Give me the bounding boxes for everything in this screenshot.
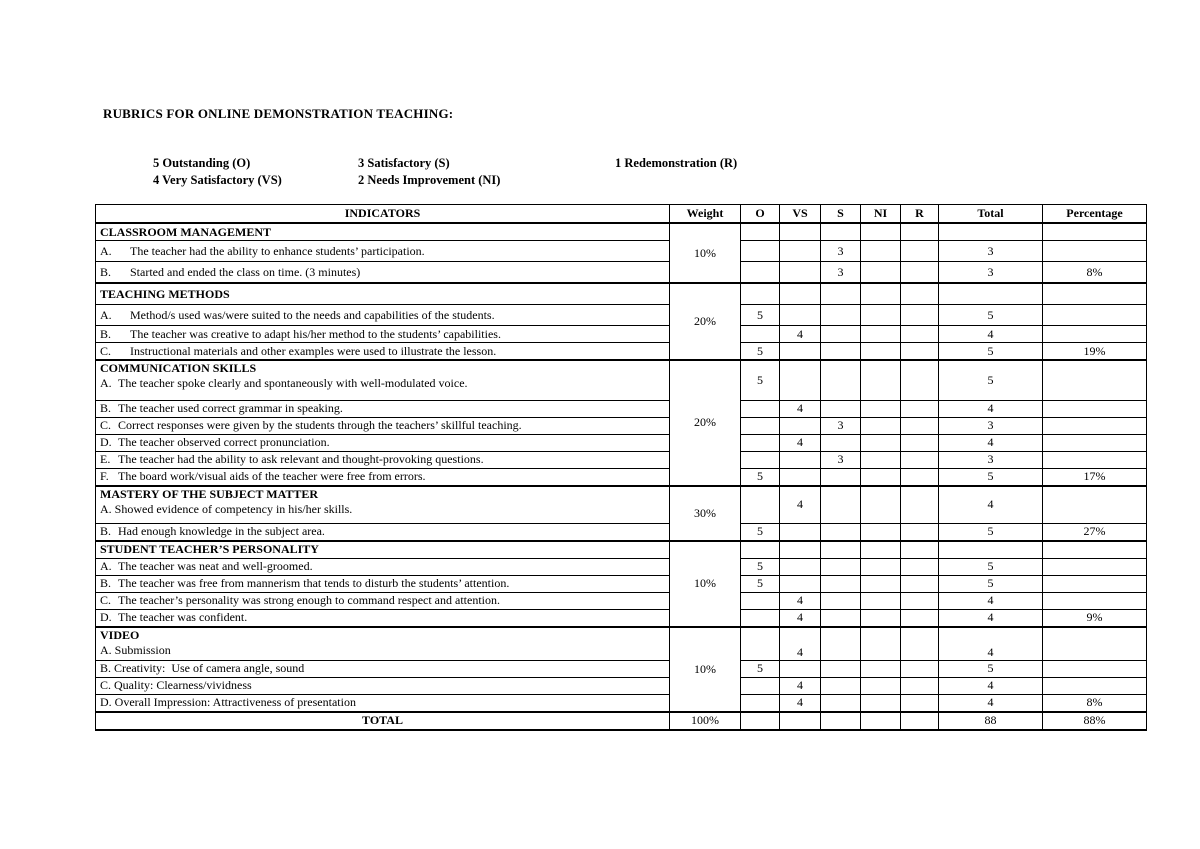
score-cell [780,558,821,575]
score-cell [780,360,821,400]
legend-outstanding: 5 Outstanding (O) [153,156,251,170]
score-cell [939,283,1043,305]
score-cell [861,609,901,627]
score-cell [780,541,821,559]
table-row [96,558,1147,575]
score-cell [741,451,780,468]
score-cell [780,451,821,468]
score-cell [780,523,821,541]
score-cell [821,592,861,609]
table-row [96,451,1147,468]
legend-col-2 [358,155,500,189]
table-row [96,434,1147,451]
legend-col-1 [153,155,282,189]
total-cell: 5 [939,523,1043,541]
total-cell: 5 [939,575,1043,592]
indicator-cell: C. The teacher’s personality was strong enough to command respect and attention. [96,592,670,609]
table-row [96,575,1147,592]
grand-percentage: 88% [1043,712,1147,730]
total-cell: 3 [939,241,1043,262]
table-row [96,694,1147,712]
percentage-cell: 8% [1043,694,1147,712]
rubric-table [95,204,1147,731]
table-row [96,360,1147,400]
score-cell [861,417,901,434]
score-cell [780,343,821,361]
score-cell: 4 [780,486,821,524]
score-cell [741,627,780,661]
score-cell [821,523,861,541]
legend-satisfactory: 3 Satisfactory (S) [358,156,450,170]
score-cell [939,541,1043,559]
section-title: VIDEO [100,627,140,642]
score-cell [821,627,861,661]
score-cell [861,326,901,343]
score-cell [1043,677,1147,694]
header-indicators: INDICATORS [96,205,670,224]
score-cell: 5 [741,558,780,575]
score-cell [821,305,861,326]
score-cell [821,343,861,361]
score-cell [780,283,821,305]
total-cell: 4 [939,592,1043,609]
score-cell [861,627,901,661]
total-cell: 4 [939,326,1043,343]
total-cell: 3 [939,417,1043,434]
score-cell [901,660,939,677]
score-cell [861,575,901,592]
score-cell [901,592,939,609]
total-cell: 4 [939,609,1043,627]
score-cell [861,558,901,575]
score-cell [861,451,901,468]
indicator-cell: B. The teacher used correct grammar in speaking. [96,400,670,417]
score-cell: 5 [741,468,780,486]
indicator-cell: B. Started and ended the class on time. (3 minutes) [96,262,670,284]
indicator-cell: C. Correct responses were given by the students through the teachers’ skillful teaching. [96,417,670,434]
score-cell [821,694,861,712]
score-cell [741,262,780,284]
score-cell: 4 [780,694,821,712]
score-cell [901,541,939,559]
score-cell [821,712,861,730]
score-cell [1043,592,1147,609]
total-cell: 4 [939,627,1043,661]
score-cell [901,627,939,661]
indicator-cell: COMMUNICATION SKILLS A. The teacher spoke clearly and spontaneously with well-modulated voice. [96,360,670,400]
score-cell [741,694,780,712]
score-cell [741,712,780,730]
score-cell [821,400,861,417]
legend-col-3 [615,155,737,172]
table-row [96,343,1147,361]
score-cell [821,326,861,343]
score-cell [861,241,901,262]
score-cell: 4 [780,400,821,417]
score-cell [1043,575,1147,592]
score-cell: 5 [741,360,780,400]
total-row [96,712,1147,730]
score-cell [1043,360,1147,400]
score-cell [901,677,939,694]
header-s: S [821,205,861,224]
score-cell [741,417,780,434]
percentage-cell: 17% [1043,468,1147,486]
total-cell: 3 [939,262,1043,284]
score-cell [901,262,939,284]
score-cell [861,677,901,694]
score-cell [861,343,901,361]
score-cell [741,434,780,451]
percentage-cell: 19% [1043,343,1147,361]
header-row [96,205,1147,224]
score-cell [821,468,861,486]
score-cell [821,434,861,451]
score-cell [780,468,821,486]
table-row [96,326,1147,343]
score-cell [1043,558,1147,575]
score-cell [1043,451,1147,468]
indicator-cell: MASTERY OF THE SUBJECT MATTER A. Showed evidence of competency in his/her skills. [96,486,670,524]
score-cell [780,241,821,262]
indicator-cell: D. The teacher was confident. [96,609,670,627]
score-cell: 3 [821,417,861,434]
weight-cell: 10% [670,627,741,712]
score-cell [901,283,939,305]
indicator-cell: B. The teacher was free from mannerism that tends to disturb the students’ attention. [96,575,670,592]
score-cell: 5 [741,305,780,326]
indicator-cell: B. The teacher was creative to adapt his/her method to the students’ capabilities. [96,326,670,343]
table-row [96,486,1147,524]
score-cell: 5 [741,343,780,361]
table-row [96,241,1147,262]
table-row [96,400,1147,417]
percentage-cell: 8% [1043,262,1147,284]
score-cell [861,541,901,559]
total-cell: 4 [939,694,1043,712]
score-cell [861,223,901,241]
section-title: COMMUNICATION SKILLS [100,361,257,375]
section-title: STUDENT TEACHER’S PERSONALITY [96,541,670,559]
header-weight: Weight [670,205,741,224]
score-cell [861,434,901,451]
score-cell [821,575,861,592]
score-cell: 5 [741,523,780,541]
weight-cell: 10% [670,223,741,283]
indicator-cell: A. The teacher had the ability to enhance students’ participation. [96,241,670,262]
score-cell [861,592,901,609]
total-cell: 5 [939,360,1043,400]
weight-cell: 20% [670,283,741,360]
score-cell [1043,241,1147,262]
score-cell [741,592,780,609]
total-cell: 4 [939,400,1043,417]
score-cell [901,241,939,262]
indicator-cell: A. Method/s used was/were suited to the needs and capabilities of the students. [96,305,670,326]
score-cell [741,486,780,524]
section-title: CLASSROOM MANAGEMENT [96,223,670,241]
score-cell [741,541,780,559]
score-cell [901,694,939,712]
table-row [96,523,1147,541]
total-label: TOTAL [96,712,670,730]
header-total: Total [939,205,1043,224]
table-row [96,417,1147,434]
section-row [96,541,1147,559]
score-cell [861,468,901,486]
table-row [96,592,1147,609]
score-cell [861,486,901,524]
indicator-cell: VIDEO A. Submission [96,627,670,661]
score-cell [901,451,939,468]
score-cell [780,262,821,284]
score-cell [939,223,1043,241]
score-cell [901,417,939,434]
score-cell [901,558,939,575]
score-cell: 4 [780,592,821,609]
score-cell [780,305,821,326]
percentage-cell: 9% [1043,609,1147,627]
score-cell [780,712,821,730]
indicator-cell: C. Quality: Clearness/vividness [96,677,670,694]
score-cell [1043,223,1147,241]
total-cell: 5 [939,468,1043,486]
score-cell [861,660,901,677]
score-cell [821,660,861,677]
percentage-cell: 27% [1043,523,1147,541]
score-cell: 4 [780,627,821,661]
score-cell [741,326,780,343]
score-cell [821,486,861,524]
total-cell: 4 [939,677,1043,694]
table-row [96,627,1147,661]
section-title: TEACHING METHODS [96,283,670,305]
score-cell: 5 [741,660,780,677]
section-row [96,223,1147,241]
score-cell [821,223,861,241]
total-cell: 5 [939,305,1043,326]
total-cell: 4 [939,486,1043,524]
score-cell [741,677,780,694]
score-cell [901,360,939,400]
weight-cell: 30% [670,486,741,541]
score-cell [780,223,821,241]
score-cell: 3 [821,262,861,284]
score-cell [901,468,939,486]
score-cell [780,417,821,434]
table-row [96,677,1147,694]
score-cell [901,326,939,343]
score-cell [1043,400,1147,417]
score-cell [901,486,939,524]
score-cell [1043,417,1147,434]
table-row [96,609,1147,627]
score-cell [1043,486,1147,524]
indicator-cell: E. The teacher had the ability to ask relevant and thought-provoking questions. [96,451,670,468]
score-cell [741,241,780,262]
score-cell: 4 [780,326,821,343]
page-title: RUBRICS FOR ONLINE DEMONSTRATION TEACHING: [103,106,454,121]
score-cell [1043,541,1147,559]
score-cell [901,712,939,730]
header-ni: NI [861,205,901,224]
total-cell: 3 [939,451,1043,468]
total-cell: 5 [939,660,1043,677]
header-percentage: Percentage [1043,205,1147,224]
total-weight: 100% [670,712,741,730]
table-row [96,262,1147,284]
header-vs: VS [780,205,821,224]
section-title: MASTERY OF THE SUBJECT MATTER [100,486,319,501]
total-cell: 5 [939,343,1043,361]
indicator-cell: B. Had enough knowledge in the subject area. [96,523,670,541]
score-cell [861,360,901,400]
indicator-cell: C. Instructional materials and other examples were used to illustrate the lesson. [96,343,670,361]
total-cell: 5 [939,558,1043,575]
score-cell [861,712,901,730]
score-cell [901,400,939,417]
indicator-cell: B. Creativity: Use of camera angle, sound [96,660,670,677]
indicator-cell: D. Overall Impression: Attractiveness of presentation [96,694,670,712]
legend-needs-improvement: 2 Needs Improvement (NI) [358,173,501,187]
score-cell [901,434,939,451]
score-cell [821,609,861,627]
grand-total: 88 [939,712,1043,730]
score-cell [741,609,780,627]
score-cell [821,283,861,305]
score-cell [1043,660,1147,677]
score-cell: 3 [821,451,861,468]
score-cell [741,400,780,417]
score-cell [1043,283,1147,305]
indicator-cell: F. The board work/visual aids of the teacher were free from errors. [96,468,670,486]
score-cell [861,283,901,305]
weight-cell: 20% [670,360,741,486]
score-cell [1043,326,1147,343]
score-cell [821,360,861,400]
score-cell [821,677,861,694]
score-cell: 5 [741,575,780,592]
table-row [96,468,1147,486]
score-cell [1043,627,1147,661]
score-cell [861,400,901,417]
score-cell [741,223,780,241]
legend-redemonstration: 1 Redemonstration (R) [615,156,738,170]
score-cell: 4 [780,609,821,627]
score-cell [861,305,901,326]
score-cell [780,575,821,592]
indicator-cell: D. The teacher observed correct pronunciation. [96,434,670,451]
score-cell: 3 [821,241,861,262]
score-cell [1043,305,1147,326]
header-r: R [901,205,939,224]
score-cell [901,343,939,361]
score-cell: 4 [780,677,821,694]
score-cell [1043,434,1147,451]
score-cell [901,523,939,541]
indicator-cell: A. The teacher was neat and well-groomed. [96,558,670,575]
score-cell [780,660,821,677]
score-cell [861,523,901,541]
score-cell [861,262,901,284]
score-cell [741,283,780,305]
score-cell [901,609,939,627]
header-o: O [741,205,780,224]
score-cell [901,305,939,326]
table-row [96,660,1147,677]
score-cell [821,541,861,559]
score-cell [901,223,939,241]
score-cell [861,694,901,712]
score-cell: 4 [780,434,821,451]
score-cell [821,558,861,575]
weight-cell: 10% [670,541,741,627]
total-cell: 4 [939,434,1043,451]
section-row [96,283,1147,305]
table-row [96,305,1147,326]
legend-very-satisfactory: 4 Very Satisfactory (VS) [153,173,282,187]
score-cell [901,575,939,592]
